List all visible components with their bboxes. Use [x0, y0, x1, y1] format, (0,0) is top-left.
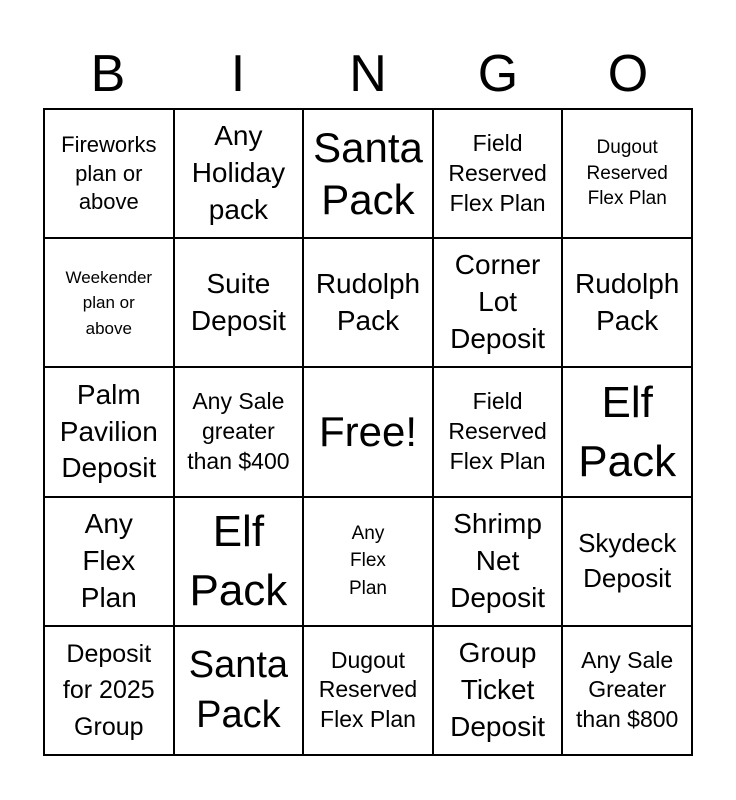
cell-text: Santa Pack: [188, 644, 289, 737]
cell-text: Deposit for 2025 Group: [62, 640, 155, 741]
bingo-cell[interactable]: [433, 367, 563, 496]
bingo-cell[interactable]: [44, 109, 174, 238]
cell-text: Fireworks plan or above: [61, 132, 157, 214]
free-space[interactable]: [303, 367, 433, 496]
bingo-cell[interactable]: [174, 109, 304, 238]
cell-text: Skydeck Deposit: [578, 528, 677, 594]
cell-text: Any Flex Plan: [80, 507, 137, 613]
bingo-cell[interactable]: [562, 109, 692, 238]
cell-text: Dugout Reserved Flex Plan: [586, 137, 668, 210]
cell-text: Rudolph Pack: [315, 267, 421, 336]
bingo-card: [43, 108, 693, 756]
cell-text: Free!: [318, 408, 417, 456]
header-letter-i: I: [230, 45, 246, 103]
cell-text: Any Flex Plan: [348, 522, 387, 599]
bingo-cell[interactable]: [44, 238, 174, 367]
cell-text: Suite Deposit: [190, 267, 286, 336]
bingo-cell[interactable]: [433, 497, 563, 626]
cell-text: Dugout Reserved Flex Plan: [318, 646, 418, 733]
bingo-cell[interactable]: [303, 109, 433, 238]
cell-text: Shrimp Net Deposit: [450, 507, 546, 613]
bingo-cell[interactable]: [562, 626, 692, 755]
cell-text: Field Reserved Flex Plan: [448, 388, 547, 474]
bingo-cell[interactable]: [44, 367, 174, 496]
cell-text: Corner Lot Deposit: [450, 249, 546, 355]
bingo-cell[interactable]: [562, 238, 692, 367]
cell-text: Rudolph Pack: [575, 267, 680, 336]
cell-text: Any Sale greater than $400: [187, 388, 290, 474]
bingo-cell[interactable]: [303, 626, 433, 755]
cell-text: Any Sale Greater than $800: [576, 646, 679, 733]
bingo-cell[interactable]: [174, 238, 304, 367]
bingo-cell[interactable]: [433, 109, 563, 238]
cell-text: Elf Pack: [578, 377, 677, 486]
cell-text: Any Holiday pack: [191, 120, 286, 226]
bingo-cell[interactable]: [174, 497, 304, 626]
cell-text: Weekender plan or above: [65, 267, 153, 338]
header-letter-b: B: [90, 45, 126, 103]
bingo-cell[interactable]: [174, 367, 304, 496]
bingo-cell[interactable]: [174, 626, 304, 755]
bingo-cell[interactable]: [44, 626, 174, 755]
bingo-cell[interactable]: [303, 497, 433, 626]
bingo-cell[interactable]: [303, 238, 433, 367]
bingo-header: [43, 40, 693, 108]
bingo-cell[interactable]: [562, 367, 692, 496]
header-letter-o: O: [607, 45, 649, 103]
bingo-cell[interactable]: [433, 238, 563, 367]
cell-text: Palm Pavilion Deposit: [59, 378, 158, 484]
bingo-cell[interactable]: [433, 626, 563, 755]
header-letter-g: G: [477, 45, 519, 103]
cell-text: Santa Pack: [313, 124, 423, 223]
cell-text: Field Reserved Flex Plan: [448, 129, 547, 216]
cell-text: Group Ticket Deposit: [450, 636, 546, 742]
bingo-cell[interactable]: [562, 497, 692, 626]
bingo-cell[interactable]: [44, 497, 174, 626]
cell-text: Elf Pack: [189, 506, 288, 616]
header-letter-n: N: [349, 45, 387, 103]
